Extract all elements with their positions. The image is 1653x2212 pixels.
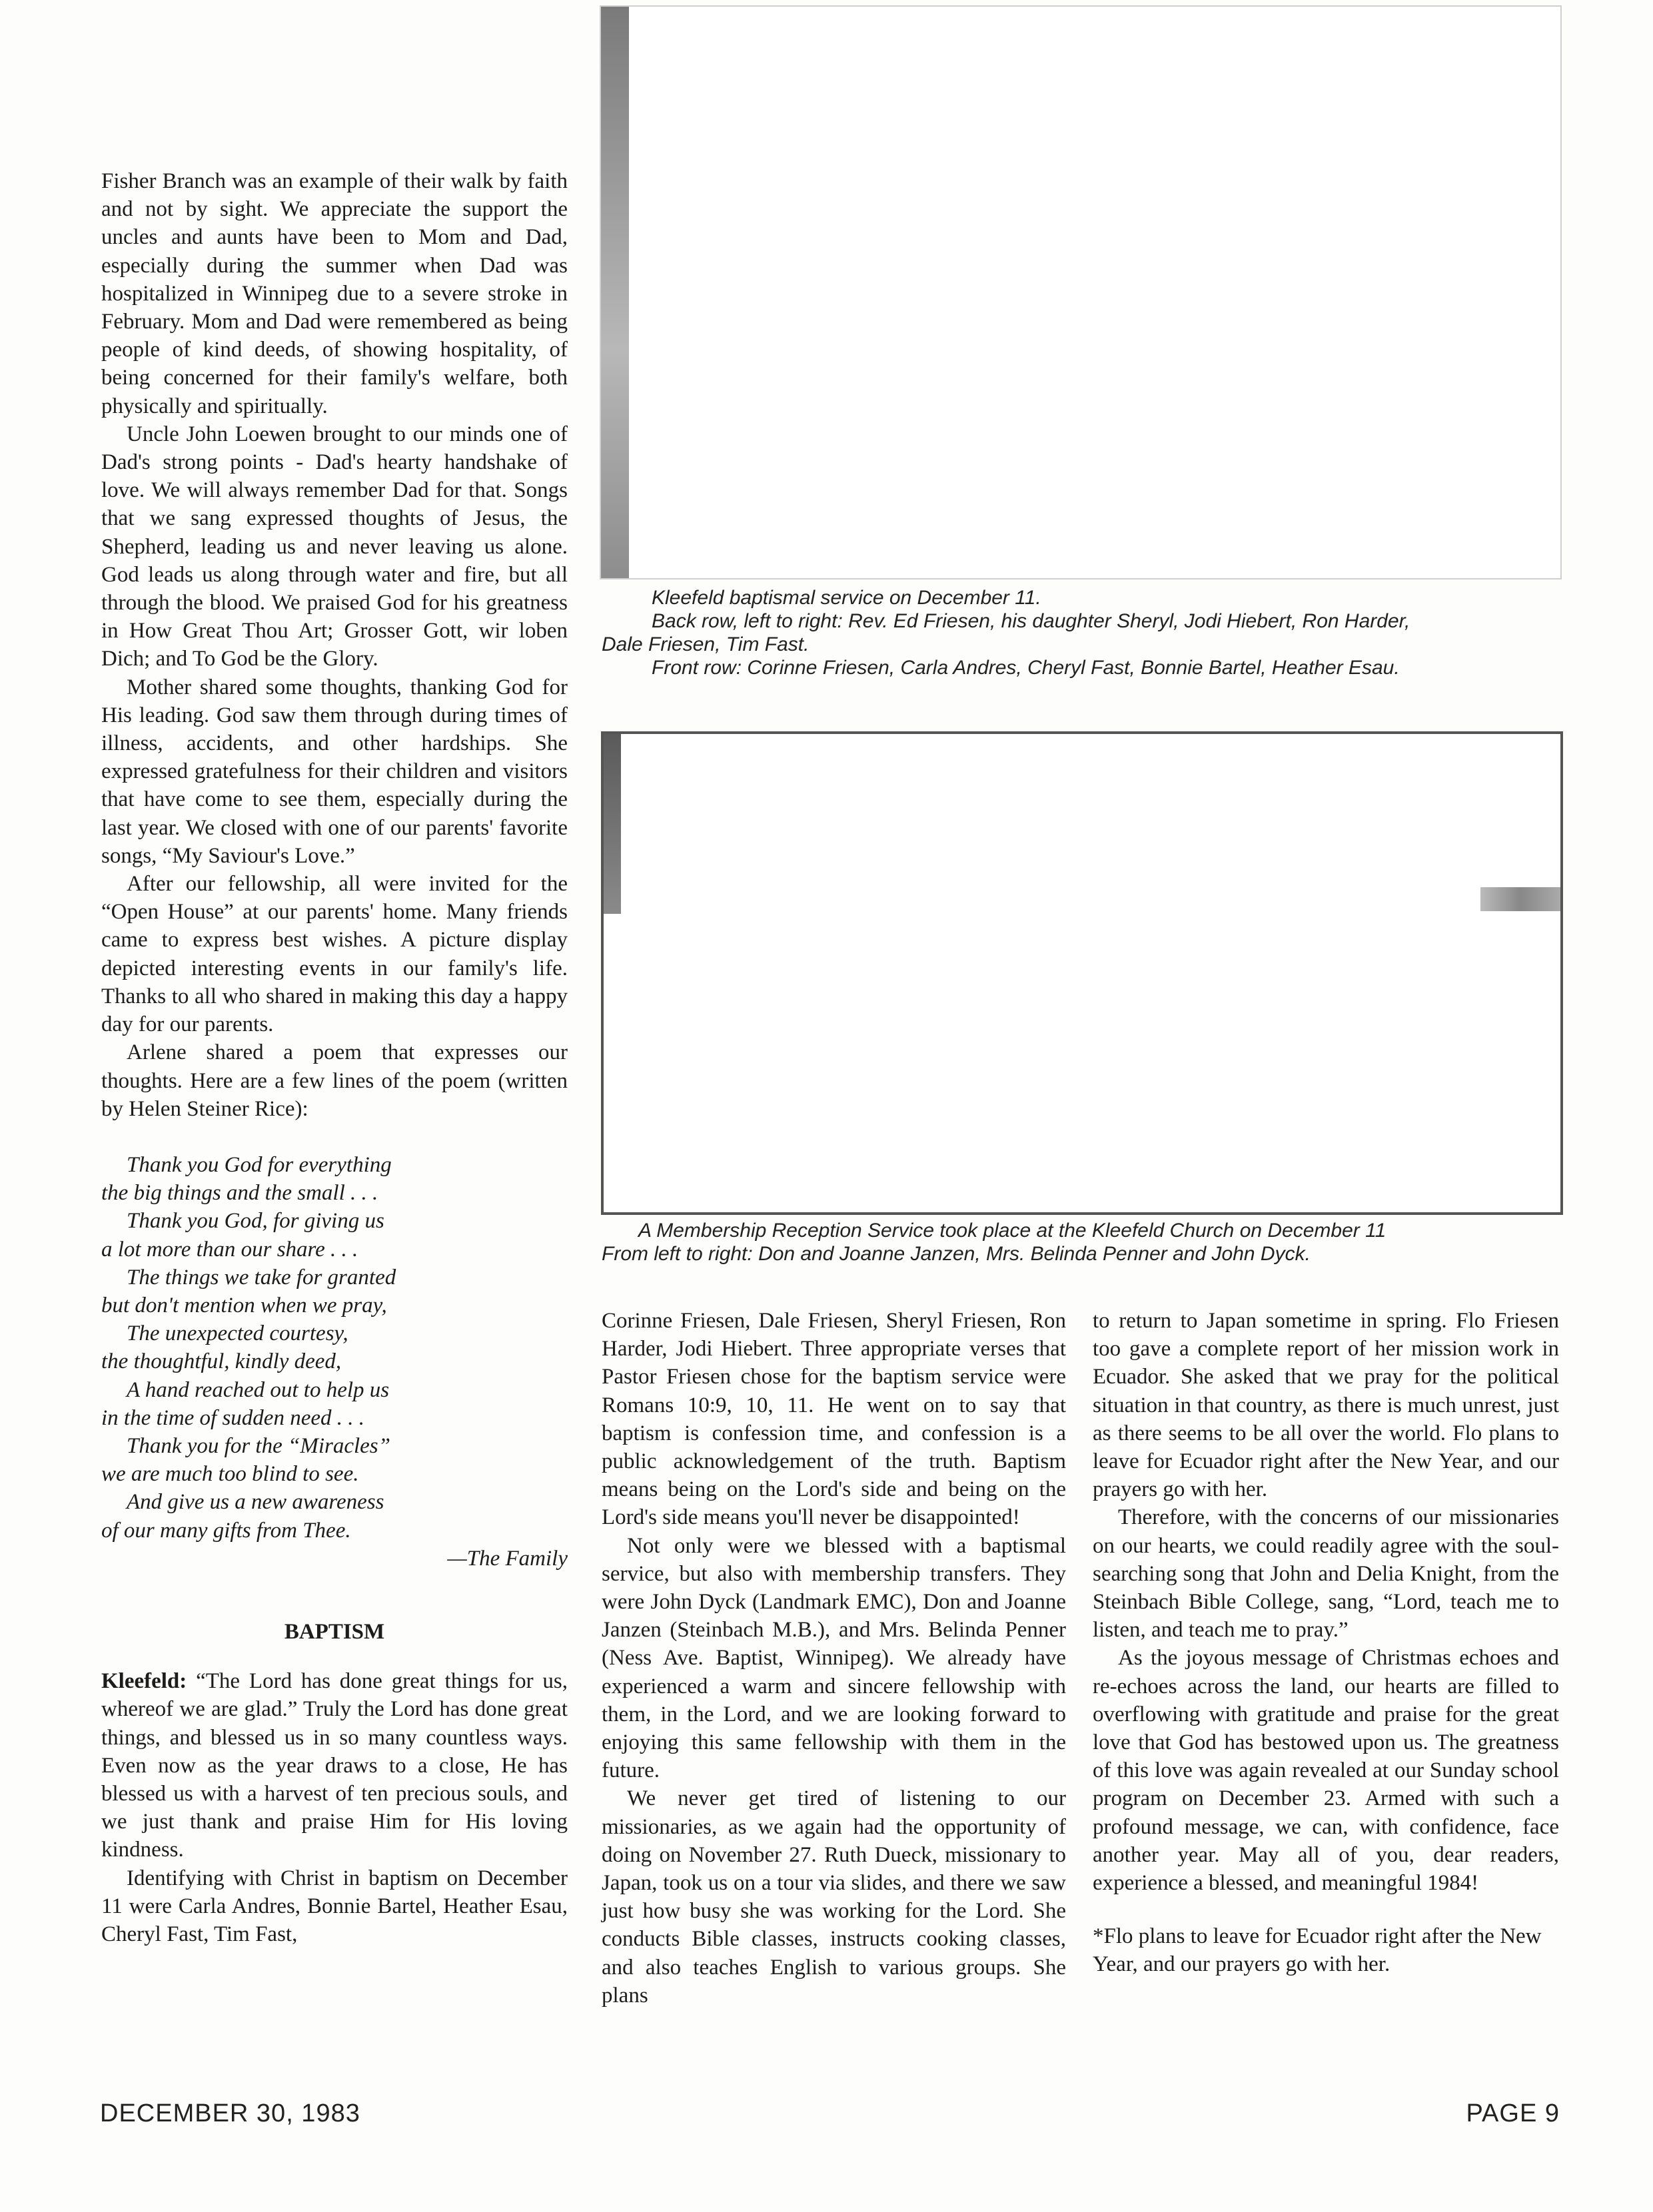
photo-edge [601,7,629,578]
photo-edge [604,734,621,914]
column-2 [602,1307,1066,2010]
paragraph: Fisher Branch was an example of their walk by faith and not by sight. We appreciate the support the uncles and aunts have been to Mom and Dad, especially during the summer when Dad was hospitalized in Winnipeg due to a severe stroke in February. Mom and Dad were remembered as being people of kind deeds, of showing hospitality, of being concerned for their family's welfare, both physically and spiritually. [101,169,568,418]
paragraph: Corinne Friesen, Dale Friesen, Sheryl Friesen, Ron Harder, Jodi Hiebert. Three appropriate verses that Pastor Friesen chose for the baptism service were Romans 10:9, 10, 11. He went on to say that baptism is confession time, and confession is a public acknowledgement of the truth. Baptism means being on the Lord's side and being on the Lord's side means you'll never be disappointed! [602,1309,1066,1530]
caption-line: From left to right: Don and Joanne Janzen, Mrs. Belinda Penner and John Dyck. [602,1243,1311,1265]
paragraph: Not only were we blessed with a baptismal service, but also with membership transfers. They were John Dyck (Landmark EMC), Don and Joanne Janzen (Steinbach M.B.), and Mrs. Belinda Penner (Ness Ave. Baptist, Winnipeg). We already have experienced a warm and sincere fellowship with them, in the Lord, and we are looking forward to enjoying this same fellowship with them in the future. [602,1533,1066,1783]
column-1 [101,167,568,1948]
section-heading: BAPTISM [284,1619,385,1644]
poem-line: in the time of sudden need . . . [101,1405,365,1430]
photo-baptismal-service [600,5,1562,579]
poem-line: a lot more than our share . . . [101,1237,358,1262]
poem-line: Thank you God for everything [127,1152,392,1177]
poem-line: The things we take for granted [127,1265,396,1290]
photo-edge [1480,887,1560,911]
poem-line: we are much too blind to see. [101,1462,359,1487]
caption-line: Dale Friesen, Tim Fast. [602,633,810,655]
poem-line: but don't mention when we pray, [101,1293,387,1317]
paragraph: We never get tired of listening to our missionaries, as we again had the opportunity of doing on November 27. Ruth Dueck, missionary to Japan, took us on a tour via slides, and there we saw just how busy she was working for the Lord. She conducts Bible classes, instructs cooking classes, and also teaches English to various groups. She plans [602,1786,1066,2008]
poem-line: The unexpected courtesy, [127,1321,348,1346]
paragraph-text: “The Lord has done great things for us, whereof we are glad.” Truly the Lord has done great things, and blessed us in so many countless ways. Even now as the year draws to a close, He has blessed us with a harvest of ten precious souls, and we just thank and praise Him for His loving kindness. [101,1669,568,1862]
poem-line: the thoughtful, kindly deed, [101,1349,342,1374]
poem-line: Thank you for the “Miracles” [127,1433,390,1458]
poem-line: of our many gifts from Thee. [101,1518,351,1543]
photo-2-caption [602,1219,1561,1266]
footnote: *Flo plans to leave for Ecuador right after the New Year, and our prayers go with her. [1093,1924,1542,1977]
poem-line: And give us a new awareness [127,1490,384,1515]
paragraph: Identifying with Christ in baptism on December 11 were Carla Andres, Bonnie Bartel, Heather Esau, Cheryl Fast, Tim Fast, [101,1866,568,1946]
photo-1-caption [602,586,1561,679]
caption-line: Kleefeld baptismal service on December 11. [652,587,1041,609]
poem-line: the big things and the small . . . [101,1181,378,1206]
poem [101,1151,568,1545]
paragraph [101,1667,568,1864]
paragraph: After our fellowship, all were invited for the “Open House” at our parents' home. Many friends came to express best wishes. A picture display depicted interesting events in our family's life. Thanks to all who shared in making this day a happy day for our parents. [101,872,568,1037]
poem-signature: —The Family [447,1546,568,1571]
caption-line: Back row, left to right: Rev. Ed Friesen, his daughter Sheryl, Jodi Hiebert, Ron Harder, [652,610,1410,632]
column-3 [1093,1307,1559,1979]
paragraph: As the joyous message of Christmas echoes and re-echoes across the land, our hearts are filled to overflowing with gratitude and praise for the great love that God has bestowed upon us. The greatness of this love was again revealed at our Sunday school program on December 23. Armed with such a profound message, we can, with confidence, face another year. May all of you, dear readers, experience a blessed, and meaningful 1984! [1093,1646,1559,1896]
caption-line: A Membership Reception Service took place at the Kleefeld Church on December 11 [638,1220,1386,1242]
paragraph: to return to Japan sometime in spring. Flo Friesen too gave a complete report of her mission work in Ecuador. She asked that we pray for the political situation in that country, as there is much unrest, just as there seems to be all over the world. Flo plans to leave for Ecuador right after the New Year, and our prayers go with her. [1093,1309,1559,1502]
caption-line: Front row: Corinne Friesen, Carla Andres, Cheryl Fast, Bonnie Bartel, Heather Esau. [652,657,1400,679]
paragraph: Uncle John Loewen brought to our minds one of Dad's strong points - Dad's hearty handshake of love. We will always remember Dad for that. Songs that we sang expressed thoughts of Jesus, the Shepherd, leading us and never leaving us alone. God leads us along through water and fire, but all through the blood. We praised God for his greatness in How Great Thou Art; Grosser Gott, wir loben Dich; and To God be the Glory. [101,422,568,671]
poem-line: A hand reached out to help us [127,1377,390,1402]
paragraph: Therefore, with the concerns of our missionaries on our hearts, we could readily agree with the soul-searching song that John and Delia Knight, from the Steinbach Bible College, sang, “Lord, teach me to listen, and teach me to pray.” [1093,1505,1559,1643]
paragraph: Arlene shared a poem that expresses our thoughts. Here are a few lines of the poem (written by Helen Steiner Rice): [101,1040,568,1121]
photo-membership-reception [601,731,1563,1215]
poem-line: Thank you God, for giving us [127,1209,384,1234]
footer-date: DECEMBER 30, 1983 [100,2099,360,2127]
dateline: Kleefeld: [101,1669,187,1694]
paragraph: Mother shared some thoughts, thanking God for His leading. God saw them through during times of illness, accidents, and other hardships. She expressed gratefulness for their children and visitors that have come to see them, especially during the last year. We closed with one of our parents' favorite songs, “My Saviour's Love.” [101,675,568,868]
footer-page-number: PAGE 9 [1466,2099,1560,2127]
